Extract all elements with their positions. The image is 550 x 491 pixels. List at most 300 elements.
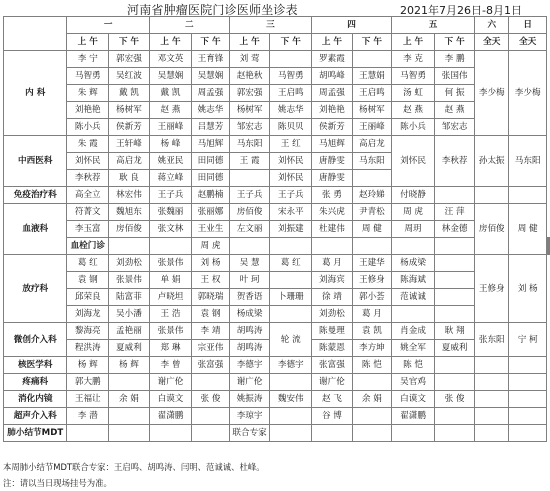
doctor-cell: 宁 柯 — [509, 323, 547, 357]
doctor-cell — [352, 170, 391, 187]
day-sat: 六 — [475, 17, 509, 34]
doctor-cell — [270, 272, 312, 289]
doctor-cell: 朱 霞 — [67, 136, 109, 153]
doctor-cell — [435, 357, 475, 374]
doctor-cell: 吴慧娴 — [192, 68, 230, 85]
doctor-cell: 单 娟 — [149, 272, 191, 289]
doctor-cell — [67, 425, 109, 442]
doctor-cell: 宋永平 — [270, 204, 312, 221]
doctor-cell: 袁 钢 — [192, 306, 230, 323]
doctor-cell: 唐静雯 — [312, 170, 353, 187]
doctor-cell: 赵鹏楠 — [192, 187, 230, 204]
doctor-cell: 耿 良 — [109, 170, 150, 187]
doctor-cell: 李少梅 — [509, 51, 547, 136]
doctor-cell: 吕慧芳 — [192, 119, 230, 136]
doctor-cell: 李 潜 — [67, 408, 109, 425]
doctor-cell: 葛 月 — [312, 255, 353, 272]
dept-mianyi: 免疫治疗科 — [4, 187, 67, 204]
doctor-cell: 张景伟 — [149, 255, 191, 272]
day-mon: 一 — [67, 17, 149, 34]
doctor-cell: 汪 萍 — [435, 204, 475, 221]
doctor-cell: 付晓静 — [391, 187, 434, 204]
doctor-cell: 王丽峰 — [149, 119, 191, 136]
doctor-cell: 张景伟 — [109, 272, 150, 289]
table-row — [4, 51, 550, 68]
doctor-cell: 马智勇 — [270, 68, 312, 85]
doctor-cell: 孟艳丽 — [109, 323, 150, 340]
half-am: 上 午 — [312, 34, 353, 51]
doctor-cell: 张 俊 — [435, 391, 475, 408]
doctor-cell: 王 红 — [270, 136, 312, 153]
doctor-cell: 刘艳艳 — [67, 102, 109, 119]
table-row — [4, 357, 550, 374]
doctor-cell: 王 浩 — [149, 306, 191, 323]
half-am: 上 午 — [67, 34, 109, 51]
doctor-cell: 刘 杨 — [509, 255, 547, 323]
doctor-cell: 杨成梁 — [391, 255, 434, 272]
doctor-cell: 王建华 — [352, 255, 391, 272]
day-wed: 三 — [229, 17, 311, 34]
doctor-cell: 郑 琳 — [149, 340, 191, 357]
doctor-cell: 周孟强 — [192, 85, 230, 102]
doctor-cell — [475, 374, 509, 391]
doctor-cell: 陈海斌 — [391, 272, 434, 289]
doctor-cell: 陆富菲 — [109, 289, 150, 306]
doctor-cell — [192, 374, 230, 391]
doctor-cell: 魏旭东 — [109, 204, 150, 221]
doctor-cell: 张景伟 — [149, 323, 191, 340]
doctor-cell: 葛 红 — [67, 255, 109, 272]
doctor-cell: 李琼宇 — [229, 408, 270, 425]
doctor-cell: 邹宏志 — [229, 119, 270, 136]
half-pm: 下 午 — [270, 34, 312, 51]
doctor-cell: 吴官鸡 — [391, 374, 434, 391]
doctor-cell: 郭晓瑞 — [192, 289, 230, 306]
doctor-cell — [509, 391, 547, 408]
doctor-cell: 高全立 — [67, 187, 109, 204]
half-full: 全天 — [509, 34, 547, 51]
doctor-cell: 王轩峰 — [109, 136, 150, 153]
doctor-cell: 林金德 — [435, 221, 475, 238]
doctor-cell — [549, 238, 550, 255]
doctor-cell: 马东阳 — [229, 136, 270, 153]
table-row — [4, 272, 550, 289]
doctor-cell — [435, 272, 475, 289]
doctor-cell: 邹宏志 — [435, 119, 475, 136]
dept-neike: 内 科 — [4, 51, 67, 136]
doctor-cell: 李秋荐 — [67, 170, 109, 187]
doctor-cell: 马旭辉 — [312, 136, 353, 153]
half-am: 上 午 — [391, 34, 434, 51]
doctor-cell: 朱 辉 — [67, 85, 109, 102]
doctor-cell: 陈 恺 — [391, 357, 434, 374]
day-fri: 五 — [391, 17, 474, 34]
doctor-cell — [391, 306, 434, 323]
doctor-cell: 周 虎 — [192, 238, 230, 255]
doctor-cell: 王 权 — [192, 272, 230, 289]
doctor-cell: 陈蒙恩 — [312, 340, 353, 357]
table-row — [4, 425, 550, 442]
doctor-cell: 白谟文 — [149, 391, 191, 408]
half-pm: 下 午 — [435, 34, 475, 51]
doctor-cell: 刘怀民 — [67, 153, 109, 170]
doctor-cell — [435, 374, 475, 391]
doctor-cell: 李少梅 — [475, 51, 509, 136]
doctor-cell — [475, 391, 509, 408]
doctor-cell: 刘海龙 — [67, 306, 109, 323]
half-pm: 下 午 — [192, 34, 230, 51]
doctor-cell: 王子兵 — [270, 187, 312, 204]
doctor-cell: 李 鹏 — [435, 51, 475, 68]
doctor-cell: 王福让 — [67, 391, 109, 408]
half-pm: 下 午 — [352, 34, 391, 51]
doctor-cell: 王丽峰 — [352, 119, 391, 136]
doctor-cell: 唐静雯 — [312, 153, 353, 170]
table-row — [4, 238, 550, 255]
doctor-cell: 姚亚民 — [149, 153, 191, 170]
doctor-cell — [229, 170, 270, 187]
doctor-cell — [509, 357, 547, 374]
doctor-cell: 房佰俊 — [109, 221, 150, 238]
doctor-cell: 高启龙 — [352, 136, 391, 153]
doctor-cell: 邓文英 — [149, 51, 191, 68]
doctor-cell: 杨树军 — [352, 102, 391, 119]
doctor-cell: 陈小兵 — [391, 119, 434, 136]
doctor-cell: 田同德 — [192, 170, 230, 187]
doctor-cell — [149, 425, 191, 442]
doctor-cell: 张文林 — [149, 221, 191, 238]
doctor-cell: 张国伟 — [435, 68, 475, 85]
corner-cell — [4, 17, 67, 51]
doctor-cell: 郭大鹏 — [67, 374, 109, 391]
doctor-cell — [391, 425, 434, 442]
doctor-cell: 郭小荟 — [352, 289, 391, 306]
doctor-cell: 李方坤 — [352, 340, 391, 357]
doctor-cell: 杨 辉 — [67, 357, 109, 374]
doctor-cell — [270, 374, 312, 391]
table-row — [4, 391, 550, 408]
doctor-cell: 陈贝贝 — [270, 119, 312, 136]
doctor-cell: 刘振建 — [270, 221, 312, 238]
doctor-cell: 吴小潘 — [109, 306, 150, 323]
doctor-cell: 张富强 — [312, 357, 353, 374]
doctor-cell: 李德宇 — [229, 357, 270, 374]
doctor-cell: 杨 峰 — [149, 136, 191, 153]
doctor-cell — [192, 425, 230, 442]
doctor-cell — [509, 408, 547, 425]
doctor-cell — [109, 408, 150, 425]
doctor-cell: 马智勇 — [67, 68, 109, 85]
half-full: 全天 — [475, 34, 509, 51]
dept-heyixue: 核医学科 — [4, 357, 67, 374]
half-header-row — [4, 34, 550, 51]
doctor-cell: 姚振涛 — [229, 391, 270, 408]
doctor-cell: 胡鸣峰 — [312, 68, 353, 85]
doctor-cell: 胡鸣涛 — [229, 340, 270, 357]
doctor-cell: 袁 钢 — [67, 272, 109, 289]
doctor-cell: 何 振 — [435, 85, 475, 102]
doctor-cell: 马东阳 — [509, 136, 547, 187]
doctor-cell: 王慧娟 — [352, 68, 391, 85]
doctor-cell: 赵 燕 — [435, 102, 475, 119]
doctor-cell: 杨树军 — [229, 102, 270, 119]
table-row — [4, 119, 550, 136]
doctor-cell: 余 娟 — [109, 391, 150, 408]
doctor-cell — [475, 408, 509, 425]
doctor-cell: 侯新芳 — [312, 119, 353, 136]
doctor-cell: 李 曾 — [149, 357, 191, 374]
dept-xueye: 血液科 — [4, 204, 67, 255]
doctor-cell — [109, 238, 150, 255]
doctor-cell: 白谟文 — [391, 391, 434, 408]
half-am: 上 午 — [149, 34, 191, 51]
doctor-cell: 符菁文 — [67, 204, 109, 221]
table-row — [4, 289, 550, 306]
doctor-cell: 李 靖 — [192, 323, 230, 340]
doctor-cell: 程洪涛 — [67, 340, 109, 357]
doctor-cell — [270, 425, 312, 442]
doctor-cell — [475, 187, 509, 204]
doctor-cell: 叶 珂 — [229, 272, 270, 289]
doctor-cell: 王修身 — [352, 272, 391, 289]
page-title: 河南省肿瘤医院门诊医师坐诊表 — [127, 3, 298, 17]
doctor-cell — [270, 408, 312, 425]
doctor-cell: 陈 恺 — [352, 357, 391, 374]
footnote-registration-note: 注：请以当日现场挂号为准。 — [3, 478, 112, 488]
doctor-cell: 陈小兵 — [67, 119, 109, 136]
day-sun: 日 — [509, 17, 547, 34]
table-row — [4, 68, 550, 85]
doctor-cell: 戴 凯 — [149, 85, 191, 102]
doctor-cell: 耿 翔 — [435, 323, 475, 340]
doctor-cell: 王子兵 — [229, 187, 270, 204]
doctor-cell — [435, 255, 475, 272]
doctor-cell: 刘海宾 — [312, 272, 353, 289]
table-row — [4, 255, 550, 272]
doctor-cell: 赵 燕 — [391, 102, 434, 119]
dept-feixiaojie: 肺小结节MDT — [4, 425, 67, 442]
doctor-cell: 谢广伦 — [312, 374, 353, 391]
doctor-cell: 夏威利 — [109, 340, 150, 357]
doctor-cell: 姚全军 — [391, 340, 434, 357]
doctor-cell: 李 克 — [391, 51, 434, 68]
dept-zhongxiyi: 中西医科 — [4, 136, 67, 187]
doctor-cell: 贺香语 — [229, 289, 270, 306]
doctor-cell: 周玥 — [391, 221, 434, 238]
doctor-cell: 谢广伦 — [149, 374, 191, 391]
half-pm: 下 午 — [109, 34, 150, 51]
doctor-cell: 周孟强 — [312, 85, 353, 102]
doctor-cell: 余 娟 — [352, 391, 391, 408]
doctor-cell: 周 健 — [352, 221, 391, 238]
table-row — [4, 306, 550, 323]
doctor-cell: 王 霞 — [229, 153, 270, 170]
doctor-cell — [509, 425, 547, 442]
doctor-cell: 宗亚伟 — [192, 340, 230, 357]
doctor-cell: 赵玲娣 — [352, 187, 391, 204]
doctor-cell: 王启鸣 — [352, 85, 391, 102]
doctor-cell — [435, 425, 475, 442]
doctor-cell: 联合专家 — [229, 425, 270, 442]
doctor-cell — [109, 425, 150, 442]
doctor-cell: 刘怀民 — [270, 170, 312, 187]
table-row — [4, 323, 550, 340]
doctor-cell — [352, 408, 391, 425]
doctor-cell: 赵 燕 — [149, 102, 191, 119]
doctor-cell: 葛 红 — [270, 255, 312, 272]
day-header-row — [4, 17, 550, 34]
doctor-cell — [352, 374, 391, 391]
doctor-cell: 肖金成 — [391, 323, 434, 340]
doctor-cell: 张 勇 — [312, 187, 353, 204]
doctor-cell: 房佰俊 — [475, 204, 509, 255]
day-tue: 二 — [149, 17, 229, 34]
doctor-cell — [391, 238, 434, 255]
doctor-cell: 范诚诚 — [391, 289, 434, 306]
doctor-cell: 马旭辉 — [192, 136, 230, 153]
doctor-cell: 刘劲松 — [109, 255, 150, 272]
doctor-cell: 左文丽 — [229, 221, 270, 238]
table-row — [4, 204, 550, 221]
doctor-cell — [475, 357, 509, 374]
doctor-cell: 刘艳艳 — [312, 102, 353, 119]
doctor-cell: 杨成梁 — [229, 306, 270, 323]
dept-weichuang: 微创介入科 — [4, 323, 67, 357]
doctor-cell: 刘怀民 — [270, 153, 312, 170]
dept-tengtong: 疼痛科 — [4, 374, 67, 391]
dept-chaosheng: 超声介入科 — [4, 408, 67, 425]
doctor-cell: 翟潇鹏 — [149, 408, 191, 425]
doctor-cell: 胡鸣涛 — [229, 323, 270, 340]
doctor-cell — [435, 306, 475, 323]
doctor-cell: 汤 虹 — [391, 85, 434, 102]
doctor-cell: 李德宇 — [270, 357, 312, 374]
doctor-cell — [509, 374, 547, 391]
day-thu: 四 — [312, 17, 392, 34]
doctor-cell — [435, 187, 475, 204]
doctor-cell: 王业生 — [192, 221, 230, 238]
doctor-cell — [109, 374, 150, 391]
doctor-cell — [270, 306, 312, 323]
doctor-cell — [435, 408, 475, 425]
table-row — [4, 187, 550, 204]
doctor-cell — [192, 408, 230, 425]
dept-fangliao: 放疗科 — [4, 255, 67, 323]
doctor-cell — [352, 425, 391, 442]
doctor-cell: 李玉富 — [67, 221, 109, 238]
doctor-cell: 田同德 — [192, 153, 230, 170]
date-range: 2021年7月26日-8月1日 — [400, 4, 522, 17]
doctor-cell: 袁 凯 — [352, 323, 391, 340]
doctor-cell: 朱兴虎 — [312, 204, 353, 221]
doctor-cell: 赵 飞 — [312, 391, 353, 408]
doctor-cell: 杨树军 — [109, 102, 150, 119]
doctor-cell: 林宏伟 — [109, 187, 150, 204]
doctor-cell: 郭宏强 — [229, 85, 270, 102]
table-row — [4, 85, 550, 102]
doctor-cell — [509, 187, 547, 204]
doctor-cell: 夏威利 — [435, 340, 475, 357]
doctor-cell: 黎海亮 — [67, 323, 109, 340]
doctor-cell: 孙太振 — [475, 136, 509, 187]
table-row — [4, 102, 550, 119]
doctor-cell: 张东阳 — [475, 323, 509, 357]
doctor-cell: 郭宏强 — [109, 51, 150, 68]
doctor-cell: 尹青松 — [352, 204, 391, 221]
doctor-cell: 张 俊 — [192, 391, 230, 408]
table-row — [4, 221, 550, 238]
doctor-cell — [270, 51, 312, 68]
doctor-cell: 卢晓坦 — [149, 289, 191, 306]
doctor-cell — [475, 425, 509, 442]
doctor-cell: 王子兵 — [149, 187, 191, 204]
doctor-cell: 李 宁 — [67, 51, 109, 68]
doctor-cell: 葛 月 — [352, 306, 391, 323]
doctor-cell: 张丽娜 — [192, 204, 230, 221]
dept-xiaohua: 消化内镜 — [4, 391, 67, 408]
doctor-cell — [270, 238, 312, 255]
doctor-cell — [229, 238, 270, 255]
doctor-cell — [352, 51, 391, 68]
doctor-cell: 姚志华 — [270, 102, 312, 119]
doctor-cell: 轮 流 — [270, 323, 312, 357]
doctor-cell: 翟潇鹏 — [391, 408, 434, 425]
doctor-cell: 王育锋 — [192, 51, 230, 68]
doctor-cell: 张魏丽 — [149, 204, 191, 221]
doctor-cell: 王修身 — [475, 255, 509, 323]
doctor-cell — [149, 238, 191, 255]
doctor-cell — [435, 238, 475, 255]
doctor-cell: 谢广伦 — [229, 374, 270, 391]
doctor-cell: 罗素霞 — [312, 51, 353, 68]
doctor-cell — [312, 238, 353, 255]
doctor-cell — [435, 289, 475, 306]
doctor-cell: 赵艳秋 — [229, 68, 270, 85]
doctor-cell: 魏安伟 — [270, 391, 312, 408]
doctor-cell: 侯新芳 — [109, 119, 150, 136]
half-am: 上 午 — [229, 34, 270, 51]
doctor-cell: 谷 博 — [312, 408, 353, 425]
doctor-cell: 卜珊珊 — [270, 289, 312, 306]
doctor-cell: 蒋立峰 — [149, 170, 191, 187]
doctor-cell: 姚志华 — [192, 102, 230, 119]
doctor-cell: 李秋荐 — [435, 136, 475, 187]
doctor-cell — [352, 238, 391, 255]
doctor-cell: 王启鸣 — [270, 85, 312, 102]
doctor-cell: 刘 杨 — [192, 255, 230, 272]
table-row — [4, 374, 550, 391]
doctor-cell — [312, 425, 353, 442]
doctor-cell: 戴 凯 — [109, 85, 150, 102]
dept-xueshuan: 血栓门诊 — [67, 238, 109, 255]
doctor-cell: 杜建伟 — [312, 221, 353, 238]
doctor-cell: 马东阳 — [352, 153, 391, 170]
doctor-cell: 房佰俊 — [229, 204, 270, 221]
doctor-cell: 张富强 — [192, 357, 230, 374]
doctor-cell: 吴慧娴 — [149, 68, 191, 85]
schedule-table — [3, 16, 550, 442]
doctor-cell: 刘 莺 — [229, 51, 270, 68]
doctor-cell: 周 虎 — [391, 204, 434, 221]
doctor-cell: 高启龙 — [109, 153, 150, 170]
table-row — [4, 136, 550, 153]
footnote-mdt-experts: 本周肺小结节MDT联合专家：王启鸣、胡鸣涛、闫明、范诚诚、杜峰。 — [3, 462, 265, 472]
doctor-cell: 吴红波 — [109, 68, 150, 85]
doctor-cell: 邱荣良 — [67, 289, 109, 306]
doctor-cell: 刘劲松 — [312, 306, 353, 323]
doctor-cell: 刘怀民 — [391, 136, 434, 187]
doctor-cell: 徐 靖 — [312, 289, 353, 306]
